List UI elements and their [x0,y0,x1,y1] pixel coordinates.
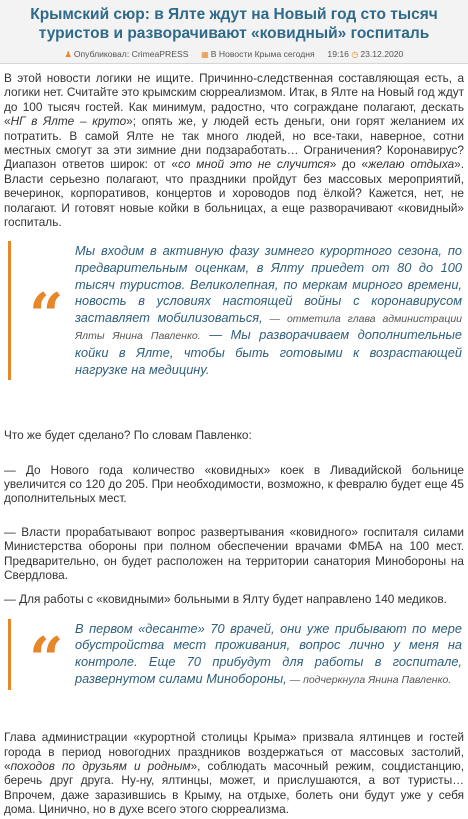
quote-2-attribution: — подчеркнула Янина Павленко. [286,673,452,686]
clock-icon: ◷ [351,50,359,59]
published-label: Опубликовал: [73,49,130,59]
final-paragraph: Глава администрации «курортной столицы Крыма» призвала ялтинцев и гостей города в период новогодних праздников воздержаться от массовых застолий, «походов по друзьям и родным», соблюдать масочный режим, соцдистанцию, беречь друг друга. Ну-ну, ялтинцы, может, и прислушаются, а вот туристы… Впрочем, даже заразившись в Крыму, на отдыхе, болеть они будут уже у себя дома. Цинично, но в духе всего этого сюрреализма. [4,730,465,817]
author-link[interactable]: CrimeaPRESS [131,49,189,59]
medics-paragraph: — Для работы с «ковидными» больными в Ялту будет направлено 140 медиков. [4,592,447,607]
quote-mark-icon: “ [29,280,64,351]
hospital-paragraph: — Власти прорабатывают вопрос развертывания «ковидного» госпиталя силами Министерства обороны при полном обеспечении врачами ФМБА на 100 мест. Предварительно, он будет расположен на территории санатория Минобороны на Свердлова. [4,524,464,583]
article-header [0,0,468,64]
beds-paragraph: — До Нового года количество «ковидных» коек в Ливадийской больнице увеличится со 120 до 205. При необходимости, возможно, к февралю будет еще 45 дополнительных мест. [4,462,464,506]
user-icon: ♟ [64,50,72,59]
article-title: Крымский сюр: в Ялте ждут на Новый год сто тысяч туристов и разворачивают «ковидный» госпиталь [30,6,438,42]
quote-2-text: В первом «десанте» 70 врачей, они уже прибывают по мере обустройства мест проживания, вопрос лично у меня на контроле. Еще 70 прибудут для работы в госпитале, развернутом силами Минобороны, — подчеркнула Янина Павленко. [75,620,462,686]
folder-icon: ▦ [201,50,209,59]
publish-time: 19:16 [327,49,349,59]
category-prefix: В [210,49,217,59]
category-link[interactable]: Новости Крыма сегодня [218,49,315,59]
quote-block-2 [8,619,462,695]
quote-1-text: Мы входим в активную фазу зимнего курортного сезона, по предварительным оценкам, в Ялту приедет от 80 до 100 тысяч туристов. Великолепная, по меркам мирного времени, новость в условиях настоящей войны с коронавирусом заставляет мобилизоваться, — отметила глава администрации Ялты Янина Павленко. — Мы разворачиваем дополнительные койки в Ялте, чтобы быть готовыми к возрастающей нагрузке на медицину. [75,243,463,377]
quote-1-attribution: — отметила глава администрации Ялты Янина Павленко. [75,312,463,343]
publish-date: 23.12.2020 [360,49,404,59]
quote-mark-icon: “ [29,624,64,695]
intro-paragraph: В этой новости логики не ищите. Причинно-следственная составляющая есть, а логики нет. Считайте это крымским сюрреализмом. Итак, в Ялте на Новый год ждут до 100 тысяч гостей. Как минимум, радостно, что сограждане полагают, дескать «НГ в Ялте – круто»; опять же, у людей есть деньги, они горят желанием их потратить. В самой Ялте не так много людей, но все-таки, наверное, сотни местных смогут за эти зимние дни подзаработать… Ограничения? Коронавирус? Диапазон ответов широк: от «со мной это не случится» до «желаю отдыха». Власти серьезно полагают, что праздники пройдут без массовых мероприятий, вечеринок, корпоративов, концертов и хороводов под ёлкой? Кажется, нет, не полагают. И готовят новые койки в больницах, а еще разворачивают «ковидный» госпиталь. [4,71,465,230]
article-meta [6,49,462,59]
article-body [0,71,468,817]
question-paragraph: Что же будет сделано? По словам Павленко: [4,428,252,443]
quote-block-1 [8,241,462,380]
